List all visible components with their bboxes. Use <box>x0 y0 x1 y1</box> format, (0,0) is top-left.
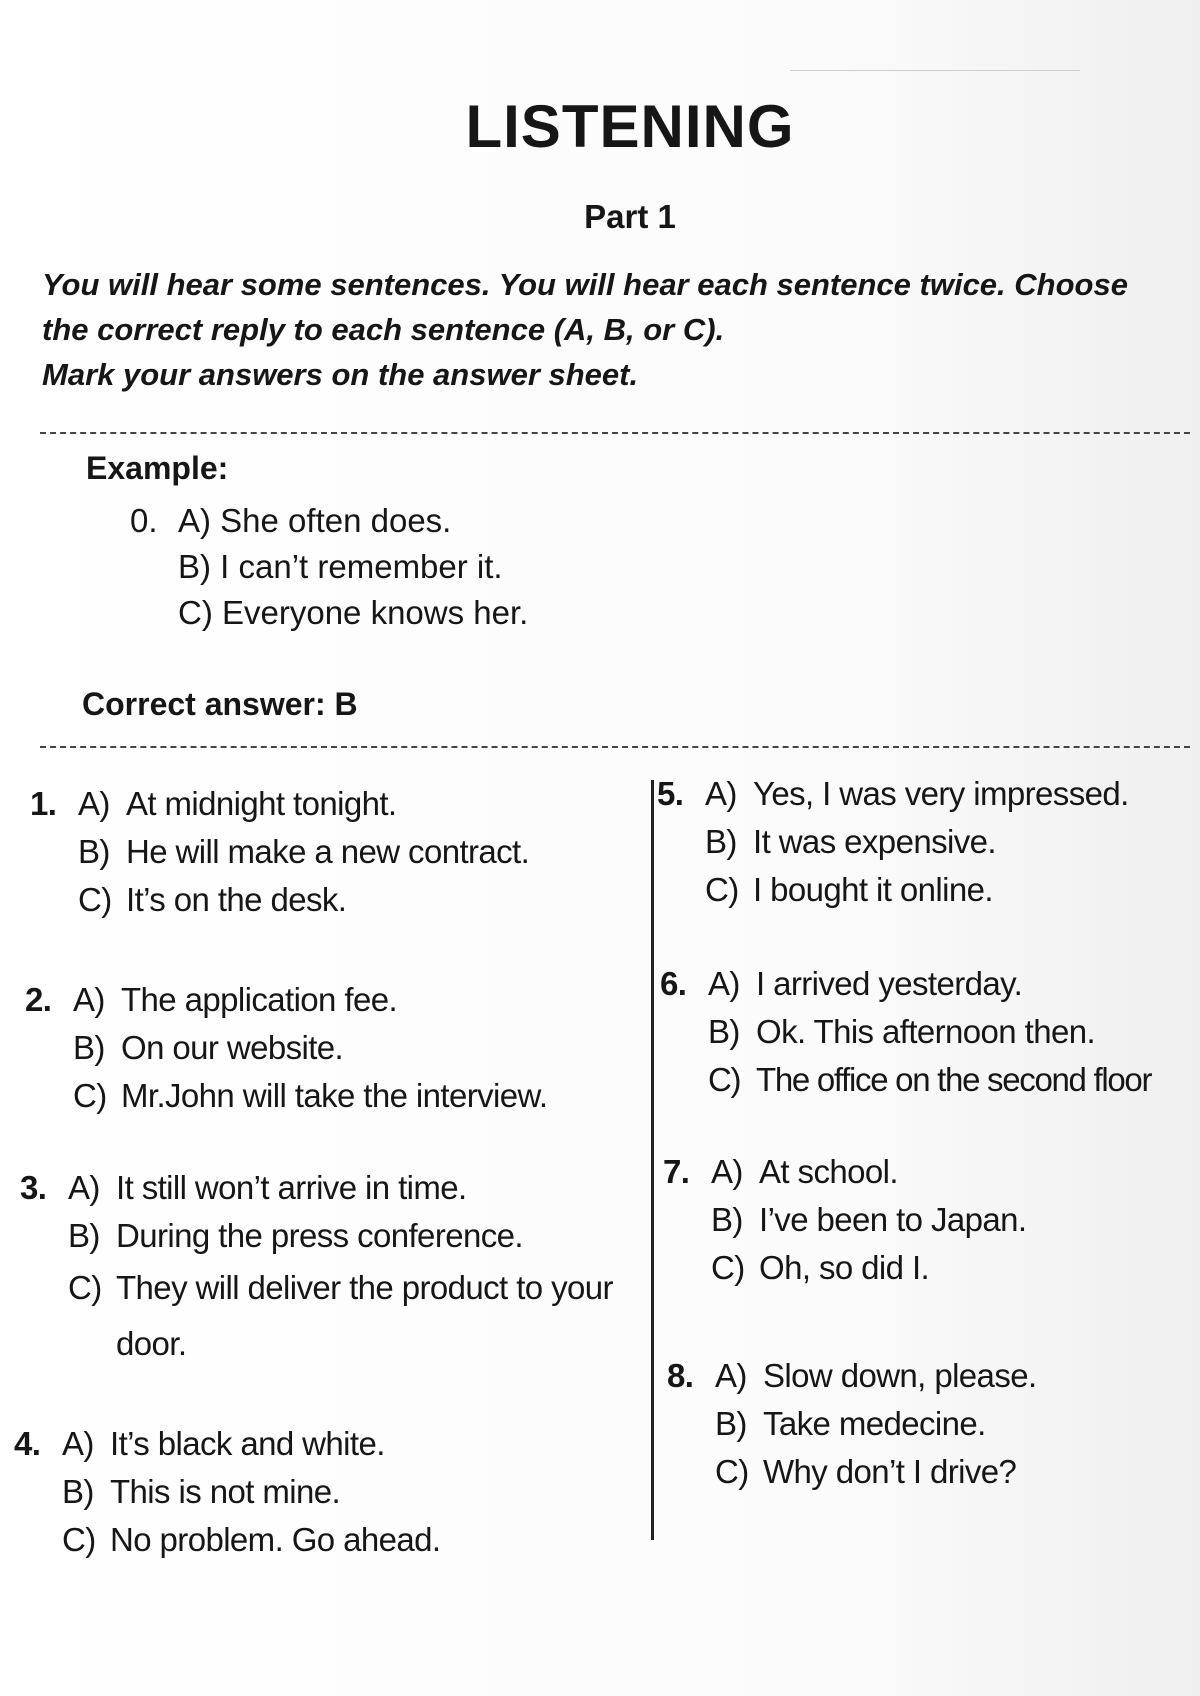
question-4 <box>14 1420 634 1564</box>
answer-option[interactable]: C) No problem. Go ahead. <box>62 1521 441 1558</box>
question-number: 7. <box>663 1153 690 1190</box>
part-heading: Part 1 <box>584 198 676 235</box>
example-number: 0. <box>130 502 158 539</box>
question-8 <box>667 1352 1192 1496</box>
question-number: 8. <box>667 1357 694 1394</box>
answer-option[interactable]: A) It’s black and white. <box>62 1425 385 1462</box>
answer-option[interactable]: B) Ok. This afternoon then. <box>708 1013 1096 1050</box>
question-6 <box>660 960 1200 1104</box>
page-title: LISTENING <box>465 93 795 160</box>
answer-option[interactable]: B) He will make a new contract. <box>78 833 530 870</box>
answer-option[interactable]: B) It was expensive. <box>705 823 996 860</box>
question-7 <box>663 1148 1193 1292</box>
question-number: 2. <box>25 981 52 1018</box>
answer-option[interactable]: C) Oh, so did I. <box>711 1249 930 1286</box>
answer-option[interactable]: C) They will deliver the product to your door. <box>68 1269 613 1362</box>
column-divider <box>651 780 654 1540</box>
question-number: 4. <box>14 1425 41 1462</box>
answer-option[interactable]: C) It’s on the desk. <box>78 881 347 918</box>
answer-option[interactable]: A) I arrived yesterday. <box>708 965 1023 1002</box>
example-option: B) I can’t remember it. <box>178 548 503 585</box>
divider-top <box>40 432 1190 434</box>
question-1 <box>30 780 630 924</box>
answer-option[interactable]: B) Take medecine. <box>715 1405 986 1442</box>
example-option: A) She often does. <box>178 502 452 539</box>
example-options <box>130 498 528 636</box>
question-number: 5. <box>657 775 684 812</box>
answer-option[interactable]: A) Slow down, please. <box>715 1357 1037 1394</box>
question-number: 6. <box>660 965 687 1002</box>
question-3 <box>20 1164 632 1372</box>
question-5 <box>657 770 1192 914</box>
answer-option[interactable]: A) At midnight tonight. <box>78 785 397 822</box>
answer-option[interactable]: A) It still won’t arrive in time. <box>68 1169 467 1206</box>
answer-option[interactable]: B) This is not mine. <box>62 1473 341 1510</box>
answer-option[interactable]: A) At school. <box>711 1153 898 1190</box>
divider-bottom <box>40 746 1190 748</box>
top-rule <box>790 70 1080 71</box>
instruction-line: the correct reply to each sentence (A, B, or C). <box>42 312 725 347</box>
correct-answer: Correct answer: B <box>82 686 358 722</box>
answer-option[interactable]: C) I bought it online. <box>705 871 993 908</box>
answer-option[interactable]: B) I’ve been to Japan. <box>711 1201 1027 1238</box>
answer-option[interactable]: C) The office on the second floor <box>708 1061 1152 1098</box>
question-number: 1. <box>30 785 57 822</box>
answer-option[interactable]: A) The application fee. <box>73 981 398 1018</box>
instruction-line: Mark your answers on the answer sheet. <box>42 357 639 392</box>
question-2 <box>25 976 635 1120</box>
answer-option[interactable]: C) Why don’t I drive? <box>715 1453 1017 1490</box>
question-number: 3. <box>20 1169 47 1206</box>
instruction-line: You will hear some sentences. You will hear each sentence twice. Choose <box>42 267 1128 302</box>
instructions <box>42 262 1192 397</box>
answer-option[interactable]: B) During the press conference. <box>68 1217 523 1254</box>
answer-option[interactable]: B) On our website. <box>73 1029 344 1066</box>
answer-option[interactable]: A) Yes, I was very impressed. <box>705 775 1129 812</box>
example-option: C) Everyone knows her. <box>178 594 529 631</box>
answer-option[interactable]: C) Mr.John will take the interview. <box>73 1077 548 1114</box>
example-label: Example: <box>86 450 229 486</box>
